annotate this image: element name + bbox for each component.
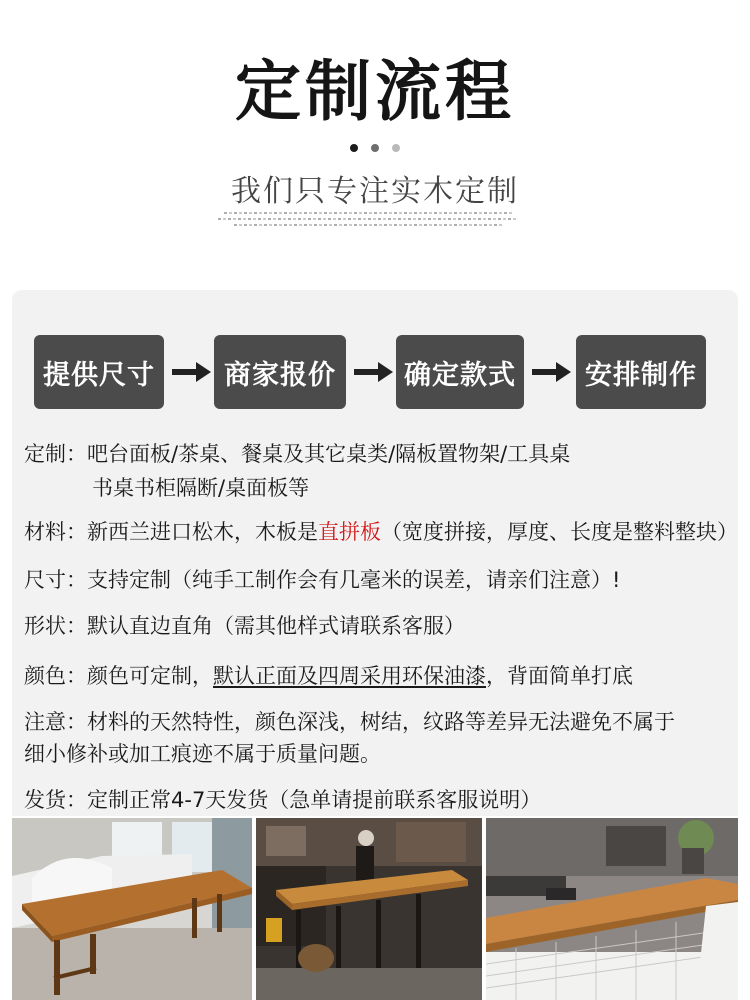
detail-text: （宽度拼接，厚度、长度是整料整块） bbox=[381, 520, 738, 544]
detail-delivery bbox=[24, 786, 541, 814]
detail-text: 吧台面板/茶桌、餐桌及其它桌类/隔板置物架/工具桌 bbox=[87, 442, 571, 466]
detail-shape bbox=[24, 612, 465, 640]
dot-1 bbox=[350, 144, 358, 152]
micro-line bbox=[218, 218, 518, 220]
underlined-text: 默认正面及四周采用环保油漆 bbox=[213, 664, 486, 688]
step-quote bbox=[214, 335, 346, 409]
pagination-dots bbox=[350, 144, 410, 154]
photo-long-table-image bbox=[12, 818, 252, 1000]
detail-text: ，背面简单打底 bbox=[486, 664, 633, 688]
photo-bar-counter-shop bbox=[256, 818, 482, 1000]
detail-label: 注意： bbox=[24, 710, 87, 734]
detail-label: 材料： bbox=[24, 520, 87, 544]
photo-wall-counter-tiles bbox=[486, 818, 738, 1000]
step-provide-size bbox=[34, 335, 164, 409]
highlight-text: 直拼板 bbox=[318, 520, 381, 544]
page-subtitle: 我们只专注实木定制 bbox=[231, 174, 519, 209]
arrow-right-icon bbox=[354, 361, 394, 383]
detail-text: 支持定制（纯手工制作会有几毫米的误差，请亲们注意）! bbox=[87, 568, 621, 592]
dot-3 bbox=[392, 144, 400, 152]
detail-text: 新西兰进口松木，木板是 bbox=[87, 520, 318, 544]
detail-size bbox=[24, 566, 620, 594]
detail-label: 尺寸： bbox=[24, 568, 87, 592]
header-section bbox=[0, 0, 750, 290]
step-label: 提供尺寸 bbox=[43, 359, 155, 391]
photo-wall-counter-image bbox=[486, 818, 738, 1000]
detail-note bbox=[24, 708, 675, 736]
detail-custom-line2 bbox=[92, 474, 309, 502]
info-panel bbox=[12, 290, 738, 816]
decorative-micro-text bbox=[218, 210, 518, 230]
detail-text: 颜色可定制， bbox=[87, 664, 213, 688]
micro-line bbox=[234, 224, 502, 226]
detail-custom bbox=[24, 440, 570, 468]
photo-bar-counter-image bbox=[256, 818, 482, 1000]
detail-label: 颜色： bbox=[24, 664, 87, 688]
detail-text: 材料的天然特性，颜色深浅，树结，纹路等差异无法避免不属于 bbox=[87, 710, 675, 734]
detail-text: 默认直边直角（需其他样式请联系客服） bbox=[87, 614, 465, 638]
micro-line bbox=[224, 212, 512, 214]
detail-material bbox=[24, 518, 738, 546]
step-label: 安排制作 bbox=[585, 359, 697, 391]
step-production bbox=[576, 335, 706, 409]
arrow-right-icon bbox=[172, 361, 212, 383]
detail-label: 发货： bbox=[24, 788, 87, 812]
dot-2 bbox=[371, 144, 379, 152]
detail-note-line2 bbox=[24, 740, 381, 768]
detail-label: 定制： bbox=[24, 442, 87, 466]
photo-long-table-room bbox=[12, 818, 252, 1000]
detail-text: 定制正常4-7天发货（急单请提前联系客服说明） bbox=[87, 788, 542, 812]
detail-text: 细小修补或加工痕迹不属于质量问题。 bbox=[24, 742, 381, 766]
detail-color bbox=[24, 662, 633, 690]
detail-label: 形状： bbox=[24, 614, 87, 638]
step-label: 商家报价 bbox=[224, 359, 336, 391]
detail-text: 书桌书柜隔断/桌面板等 bbox=[92, 476, 310, 500]
arrow-right-icon bbox=[532, 361, 572, 383]
step-label: 确定款式 bbox=[404, 359, 516, 391]
page-title: 定制流程 bbox=[235, 53, 515, 130]
step-confirm-style bbox=[396, 335, 524, 409]
